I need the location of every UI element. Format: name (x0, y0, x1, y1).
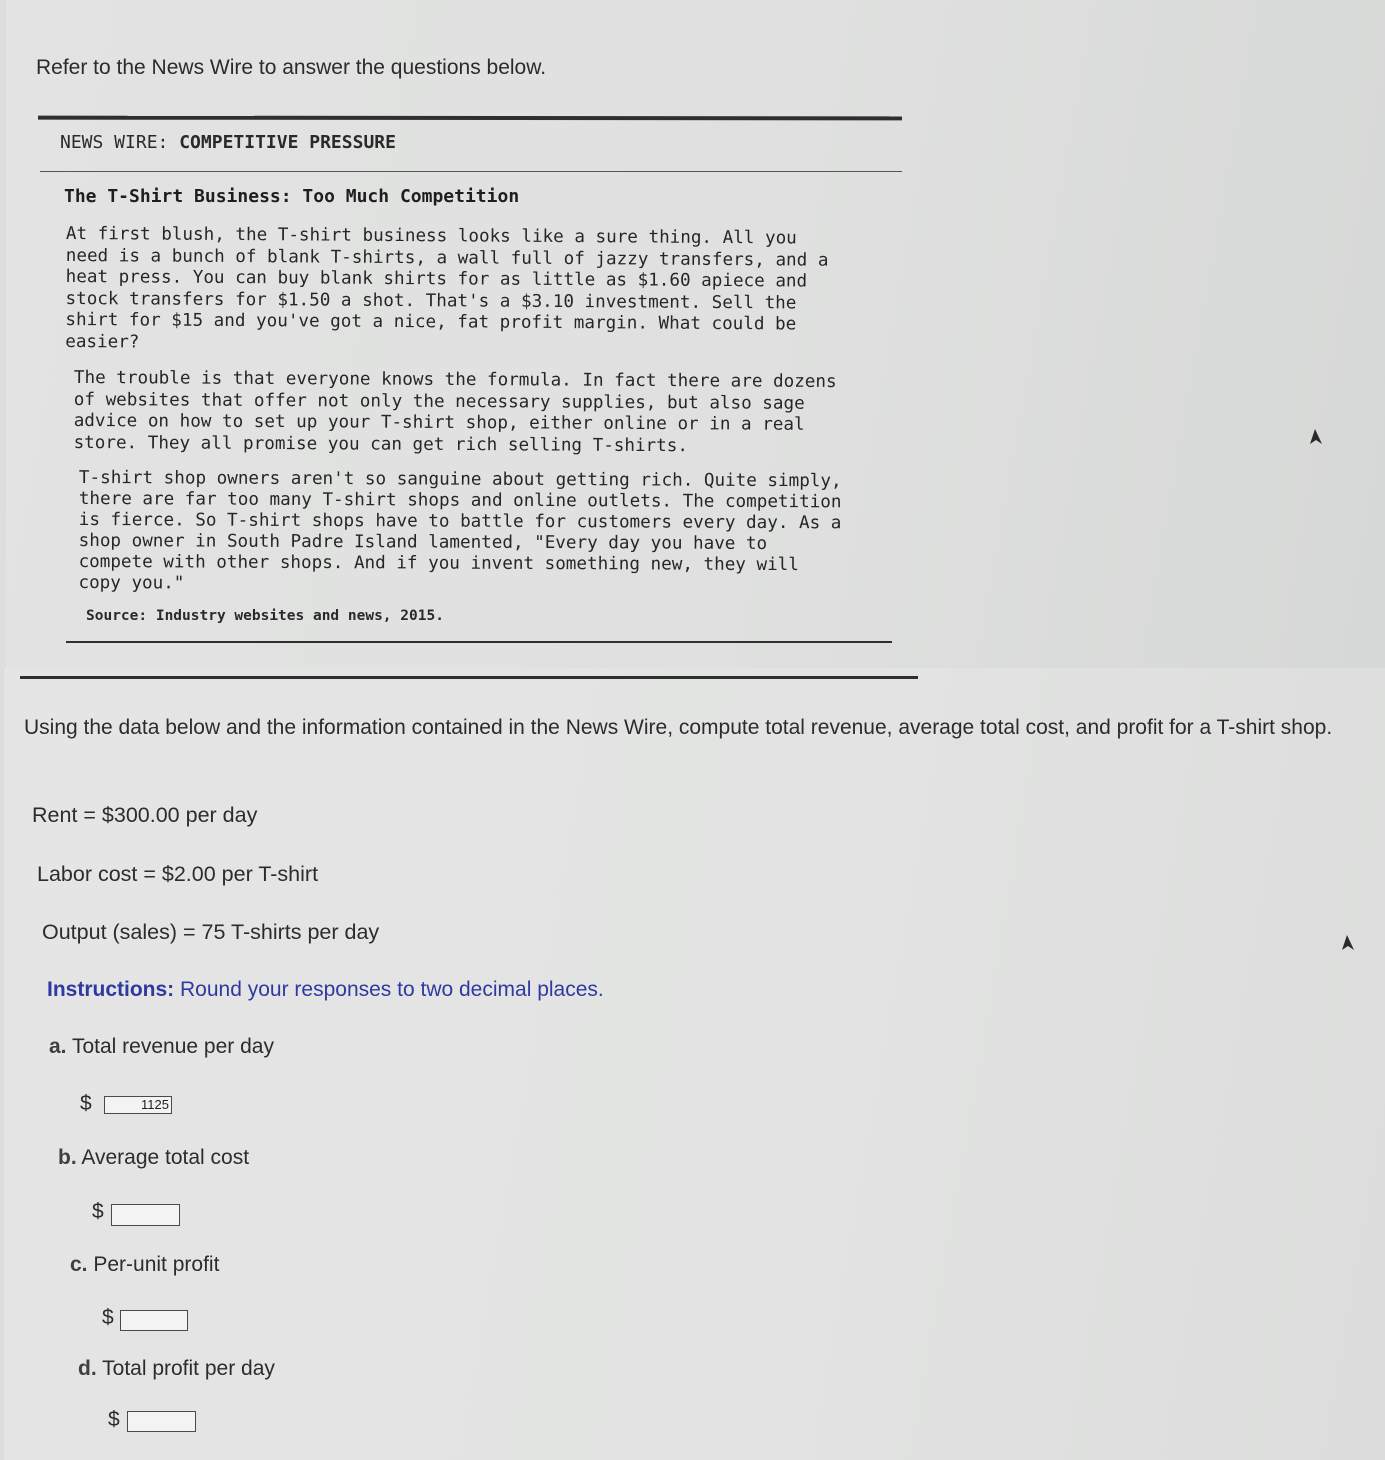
total-revenue-input[interactable]: 1125 (104, 1096, 172, 1114)
question-text: Using the data below and the information contained in the News Wire, compute total revenue, average total cost, and profit for a T-shirt shop. (24, 716, 1333, 739)
mouse-cursor-icon (1338, 934, 1356, 954)
labor-given: Labor cost = $2.00 per T-shirt (37, 862, 319, 886)
part-a-currency: $ (80, 1092, 92, 1115)
bottom-photo-region (4, 668, 1385, 1460)
newswire-top-rule (38, 116, 902, 121)
average-total-cost-input[interactable] (111, 1204, 180, 1226)
part-b-currency: $ (92, 1200, 104, 1223)
article-headline: The T-Shirt Business: Too Much Competition (64, 186, 520, 207)
newswire-label: NEWS WIRE: COMPETITIVE PRESSURE (60, 132, 396, 153)
newswire-bottom-rule (66, 641, 892, 643)
mouse-cursor-icon (1306, 428, 1324, 448)
part-c-label: c. Per-unit profit (70, 1253, 220, 1276)
total-profit-input[interactable] (127, 1411, 196, 1432)
article-source: Source: Industry websites and news, 2015. (86, 608, 444, 624)
question-top-rule (20, 676, 918, 679)
article-paragraph-2: The trouble is that everyone knows the formula. In fact there are dozens of websites that offer not only the necessary supplies, but also sage advice on how to set up your T-shirt shop, either online or in a real store. They all promise you can get rich selling T-shirts. (73, 368, 837, 456)
article-paragraph-1: At first blush, the T-shirt business looks like a sure thing. All you need is a bunch of blank T-shirts, a wall full of jazzy transfers, and a heat press. You can buy blank shirts for as little as $1.60 apiece and stock transfers for $1.50 a shot. That's a $3.10 investment. Sell the shirt for $15 and you've got a nice, fat profit margin. What could be easier? (65, 224, 829, 352)
part-a-label: a. Total revenue per day (49, 1035, 274, 1058)
instructions: Instructions: Round your responses to two decimal places. (47, 978, 604, 1001)
part-d-label: d. Total profit per day (78, 1357, 275, 1380)
output-given: Output (sales) = 75 T-shirts per day (42, 920, 380, 944)
per-unit-profit-input[interactable] (120, 1310, 188, 1331)
article-paragraph-3: T-shirt shop owners aren't so sanguine about getting rich. Quite simply, there are far too many T-shirt shops and online outlets. The competition is fierce. So T-shirt shops have to battle for customers every day. As a shop owner in South Padre Island lamented, "Every day you have to compete with other shops. And if you invent something new, they will copy you." (78, 468, 842, 594)
part-d-currency: $ (108, 1408, 120, 1431)
newswire-header-rule (40, 171, 902, 172)
intro-text: Refer to the News Wire to answer the questions below. (36, 56, 547, 79)
rent-given: Rent = $300.00 per day (32, 803, 258, 827)
part-c-currency: $ (102, 1306, 114, 1329)
part-b-label: b. Average total cost (58, 1146, 250, 1169)
